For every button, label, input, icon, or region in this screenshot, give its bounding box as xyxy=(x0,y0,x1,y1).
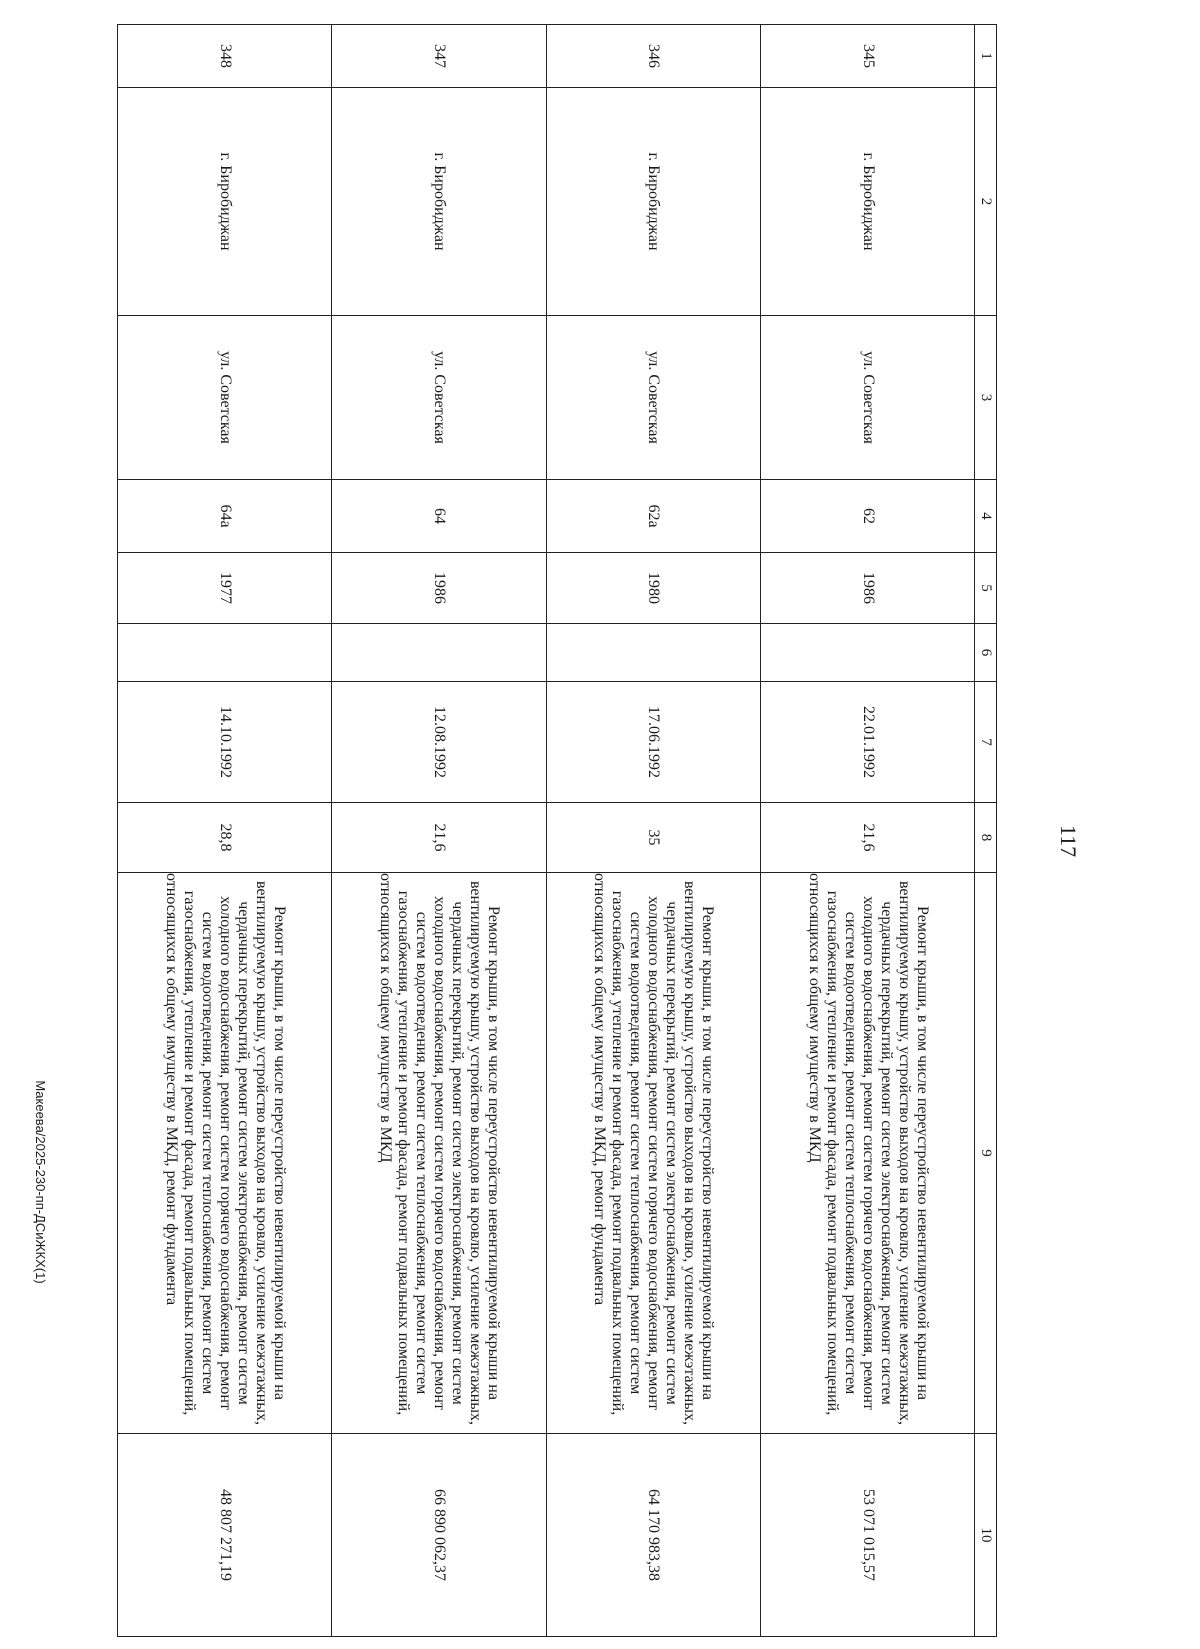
date-cell: 12.08.1992 xyxy=(332,682,546,803)
year-cell: 1980 xyxy=(546,553,760,624)
row-number: 348 xyxy=(118,25,332,88)
header-cell-2: 2 xyxy=(975,88,997,316)
value-cell: 21,6 xyxy=(332,803,546,873)
cost-cell: 53 071 015,57 xyxy=(760,1434,974,1637)
works-description-cell: Ремонт крыши, в том числе переустройство невентилируемой крыши на вентилируемую крышу, устройство выходов на кровлю, усиление межэтажных, чердачных перекрытий, ремонт систем электроснабжения, ремонт систем холодного водоснабжения, ремонт систем горячего водоснабжения, ремонт систем водоотведения, ремонт систем теплоснабжения, ремонт систем газоснабжения, утепление и ремонт фасада, ремонт подвальных помещений, относящихся к общему имуществу в МКД, ремонт фундамента xyxy=(118,873,332,1434)
header-cell-5: 5 xyxy=(975,553,997,624)
header-cell-3: 3 xyxy=(975,316,997,480)
table-row xyxy=(546,25,760,1637)
empty-cell xyxy=(546,624,760,682)
row-number: 346 xyxy=(546,25,760,88)
footer-stamp: Макеева/2025-230-пп-ДСиЖКХ(1) xyxy=(33,1080,48,1284)
house-number-cell: 62 xyxy=(760,480,974,553)
table-row xyxy=(332,25,546,1637)
works-description-cell: Ремонт крыши, в том числе переустройство невентилируемой крыши на вентилируемую крышу, устройство выходов на кровлю, усиление межэтажных, чердачных перекрытий, ремонт систем электроснабжения, ремонт систем холодного водоснабжения, ремонт систем горячего водоснабжения, ремонт систем водоотведения, ремонт систем теплоснабжения, ремонт систем газоснабжения, утепление и ремонт фасада, ремонт подвальных помещений, относящихся к общему имуществу в МКД xyxy=(760,873,974,1434)
page-number: 117 xyxy=(1056,824,1081,858)
cost-cell: 66 890 062,37 xyxy=(332,1434,546,1637)
street-cell: ул. Советская xyxy=(760,316,974,480)
year-cell: 1986 xyxy=(760,553,974,624)
year-cell: 1986 xyxy=(332,553,546,624)
street-cell: ул. Советская xyxy=(332,316,546,480)
city-cell: г. Биробиджан xyxy=(332,88,546,316)
header-cell-4: 4 xyxy=(975,480,997,553)
cost-cell: 48 807 271,19 xyxy=(118,1434,332,1637)
value-cell: 35 xyxy=(546,803,760,873)
street-cell: ул. Советская xyxy=(118,316,332,480)
table-row xyxy=(760,25,974,1637)
street-cell: ул. Советская xyxy=(546,316,760,480)
house-number-cell: 62а xyxy=(546,480,760,553)
table-container xyxy=(117,24,997,1636)
date-cell: 17.06.1992 xyxy=(546,682,760,803)
house-number-cell: 64 xyxy=(332,480,546,553)
table-row xyxy=(118,25,332,1637)
housing-repair-table xyxy=(117,24,997,1637)
header-cell-1: 1 xyxy=(975,25,997,88)
value-cell: 21,6 xyxy=(760,803,974,873)
city-cell: г. Биробиджан xyxy=(546,88,760,316)
rotated-table-frame xyxy=(117,24,997,1636)
city-cell: г. Биробиджан xyxy=(118,88,332,316)
date-cell: 22.01.1992 xyxy=(760,682,974,803)
row-number: 345 xyxy=(760,25,974,88)
date-cell: 14.10.1992 xyxy=(118,682,332,803)
header-cell-7: 7 xyxy=(975,682,997,803)
header-cell-8: 8 xyxy=(975,803,997,873)
empty-cell xyxy=(760,624,974,682)
cost-cell: 64 170 983,38 xyxy=(546,1434,760,1637)
house-number-cell: 64а xyxy=(118,480,332,553)
row-number: 347 xyxy=(332,25,546,88)
empty-cell xyxy=(118,624,332,682)
works-description-cell: Ремонт крыши, в том числе переустройство невентилируемой крыши на вентилируемую крышу, устройство выходов на кровлю, усиление межэтажных, чердачных перекрытий, ремонт систем электроснабжения, ремонт систем холодного водоснабжения, ремонт систем горячего водоснабжения, ремонт систем водоотведения, ремонт систем теплоснабжения, ремонт систем газоснабжения, утепление и ремонт фасада, ремонт подвальных помещений, относящихся к общему имуществу в МКД, ремонт фундамента xyxy=(546,873,760,1434)
header-cell-9: 9 xyxy=(975,873,997,1434)
year-cell: 1977 xyxy=(118,553,332,624)
header-row xyxy=(975,25,997,1637)
city-cell: г. Биробиджан xyxy=(760,88,974,316)
header-cell-6: 6 xyxy=(975,624,997,682)
works-description-cell: Ремонт крыши, в том числе переустройство невентилируемой крыши на вентилируемую крышу, устройство выходов на кровлю, усиление межэтажных, чердачных перекрытий, ремонт систем электроснабжения, ремонт систем холодного водоснабжения, ремонт систем горячего водоснабжения, ремонт систем водоотведения, ремонт систем теплоснабжения, ремонт систем газоснабжения, утепление и ремонт фасада, ремонт подвальных помещений, относящихся к общему имуществу в МКД xyxy=(332,873,546,1434)
header-cell-10: 10 xyxy=(975,1434,997,1637)
empty-cell xyxy=(332,624,546,682)
value-cell: 28,8 xyxy=(118,803,332,873)
